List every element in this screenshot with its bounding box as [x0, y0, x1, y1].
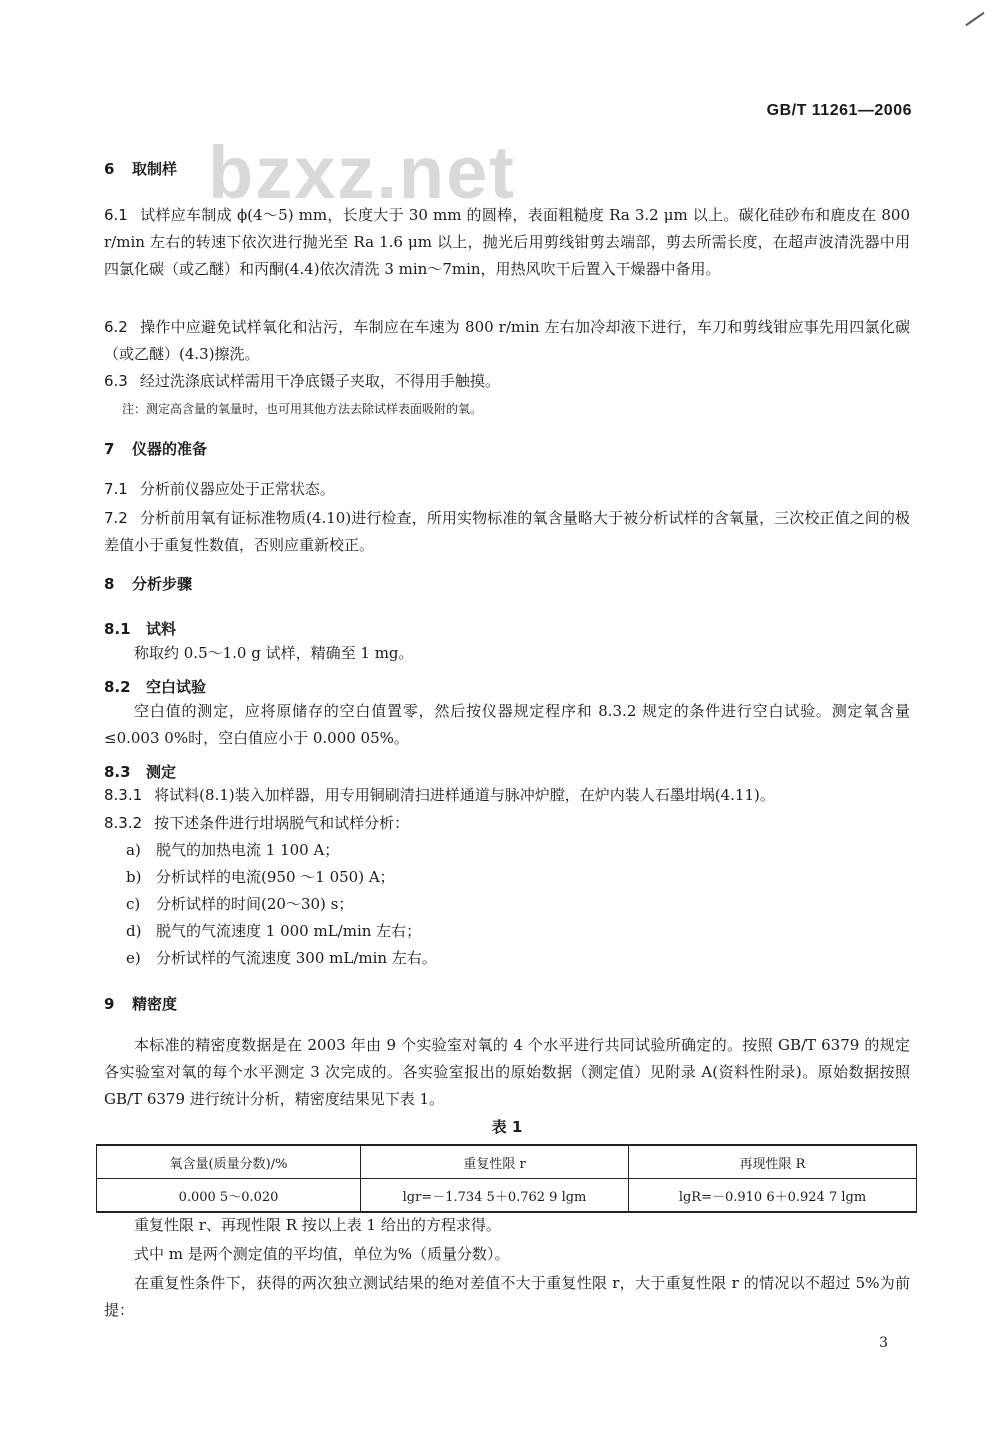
table-row: [97, 1179, 917, 1213]
section-8-1-heading: 8.1 试料: [104, 620, 177, 638]
table-header-row: [97, 1145, 917, 1179]
table-caption: 表 1: [491, 1118, 523, 1136]
para-7-2: 7.2 分析前用氧有证标准物质(4.10)进行检查，所用实物标准的氧含量略大于被分析试样的含氧量，三次校正值之间的极差值小于重复性数值，否则应重新校正。: [104, 509, 910, 554]
section-6-heading: 6 取制样: [104, 160, 178, 178]
watermark: bzxz.net: [208, 131, 516, 214]
para-8-2: 空白值的测定，应将原储存的空白值置零，然后按仪器规定程序和 8.3.2 规定的条件进行空白试验。测定氧含量≤0.003 0%时，空白值应小于 0.000 05%。: [104, 702, 910, 747]
precision-table: [96, 1144, 917, 1213]
section-8-2-heading: 8.2 空白试验: [104, 678, 207, 696]
section-8-heading: 8 分析步骤: [104, 575, 193, 593]
para-6-1: 6.1 试样应车制成 ϕ(4～5) mm，长度大于 30 mm 的圆棒，表面粗糙度 Ra 3.2 μm 以上。碳化硅砂布和鹿皮在 800 r/min 左右的转速下依次进行抛光至 Ra 1.6 μm 以上，抛光后用剪线钳剪去端部，剪去所需长度，在超声波清洗器中用四氯化碳（或乙醚）和丙酮(4.4)依次清洗 3 min～7min，用热风吹干后置入干燥器中备用。: [104, 206, 910, 278]
table-cell: 0.000 5～0.020: [97, 1179, 361, 1213]
list-item: d) 脱气的气流速度 1 000 mL/min 左右；: [126, 922, 422, 940]
section-7-heading: 7 仪器的准备: [104, 440, 208, 458]
section-8-3-heading: 8.3 测定: [104, 763, 177, 781]
para-6-2: 6.2 操作中应避免试样氧化和沾污，车制应在车速为 800 r/min 左右加冷却液下进行，车刀和剪线钳应事先用四氯化碳（或乙醚）(4.3)擦洗。: [104, 318, 910, 363]
table-cell: lgr=－1.734 5＋0.762 9 lgm: [361, 1179, 629, 1213]
list-item: e) 分析试样的气流速度 300 mL/min 左右。: [126, 949, 437, 967]
note-6: 注：测定高含量的氧量时，也可用其他方法去除试样表面吸附的氧。: [122, 402, 483, 416]
para-8-3-2: 8.3.2 按下述条件进行坩埚脱气和试样分析：: [104, 814, 410, 832]
table-header-cell: 重复性限 r: [361, 1145, 629, 1179]
para-9-2: 重复性限 r、再现性限 R 按以上表 1 给出的方程求得。: [134, 1216, 501, 1234]
para-6-3: 6.3 经过洗涤底试样需用干净底镊子夹取，不得用手触摸。: [104, 372, 500, 390]
scan-mark: [965, 12, 984, 26]
conditions-list: [126, 837, 437, 972]
table-header-cell: 再现性限 R: [629, 1145, 917, 1179]
para-9-4: 在重复性条件下，获得的两次独立测试结果的绝对差值不大于重复性限 r，大于重复性限 r 的情况以不超过 5%为前提：: [104, 1274, 910, 1319]
para-8-3-1: 8.3.1 将试料(8.1)装入加样器，用专用铜刷清扫进样通道与脉冲炉膛，在炉内装人石墨坩埚(4.11)。: [104, 786, 775, 804]
para-9-1: 本标准的精密度数据是在 2003 年由 9 个实验室对氧的 4 个水平进行共同试验所确定的。按照 GB/T 6379 的规定各实验室对氧的每个水平测定 3 次完成的。各实验室报出的原始数据（测定值）见附录 A(资料性附录)。原始数据按照 GB/T 6379 进行统计分析，精密度结果见下表 1。: [104, 1036, 910, 1108]
para-8-1: 称取约 0.5～1.0 g 试样，精确至 1 mg。: [134, 644, 414, 662]
standard-number: GB/T 11261—2006: [766, 102, 912, 119]
table-cell: lgR=－0.910 6＋0.924 7 lgm: [629, 1179, 917, 1213]
table-header-cell: 氧含量(质量分数)/%: [97, 1145, 361, 1179]
para-7-1: 7.1 分析前仪器应处于正常状态。: [104, 480, 335, 498]
list-item: c) 分析试样的时间(20～30) s；: [126, 895, 354, 913]
section-9-heading: 9 精密度: [104, 995, 178, 1013]
para-9-3: 式中 m 是两个测定值的平均值，单位为%（质量分数）。: [134, 1245, 510, 1263]
list-item: a) 脱气的加热电流 1 100 A；: [126, 841, 340, 859]
list-item: b) 分析试样的电流(950 ～1 050) A；: [126, 868, 395, 886]
page-number: 3: [879, 1335, 888, 1351]
